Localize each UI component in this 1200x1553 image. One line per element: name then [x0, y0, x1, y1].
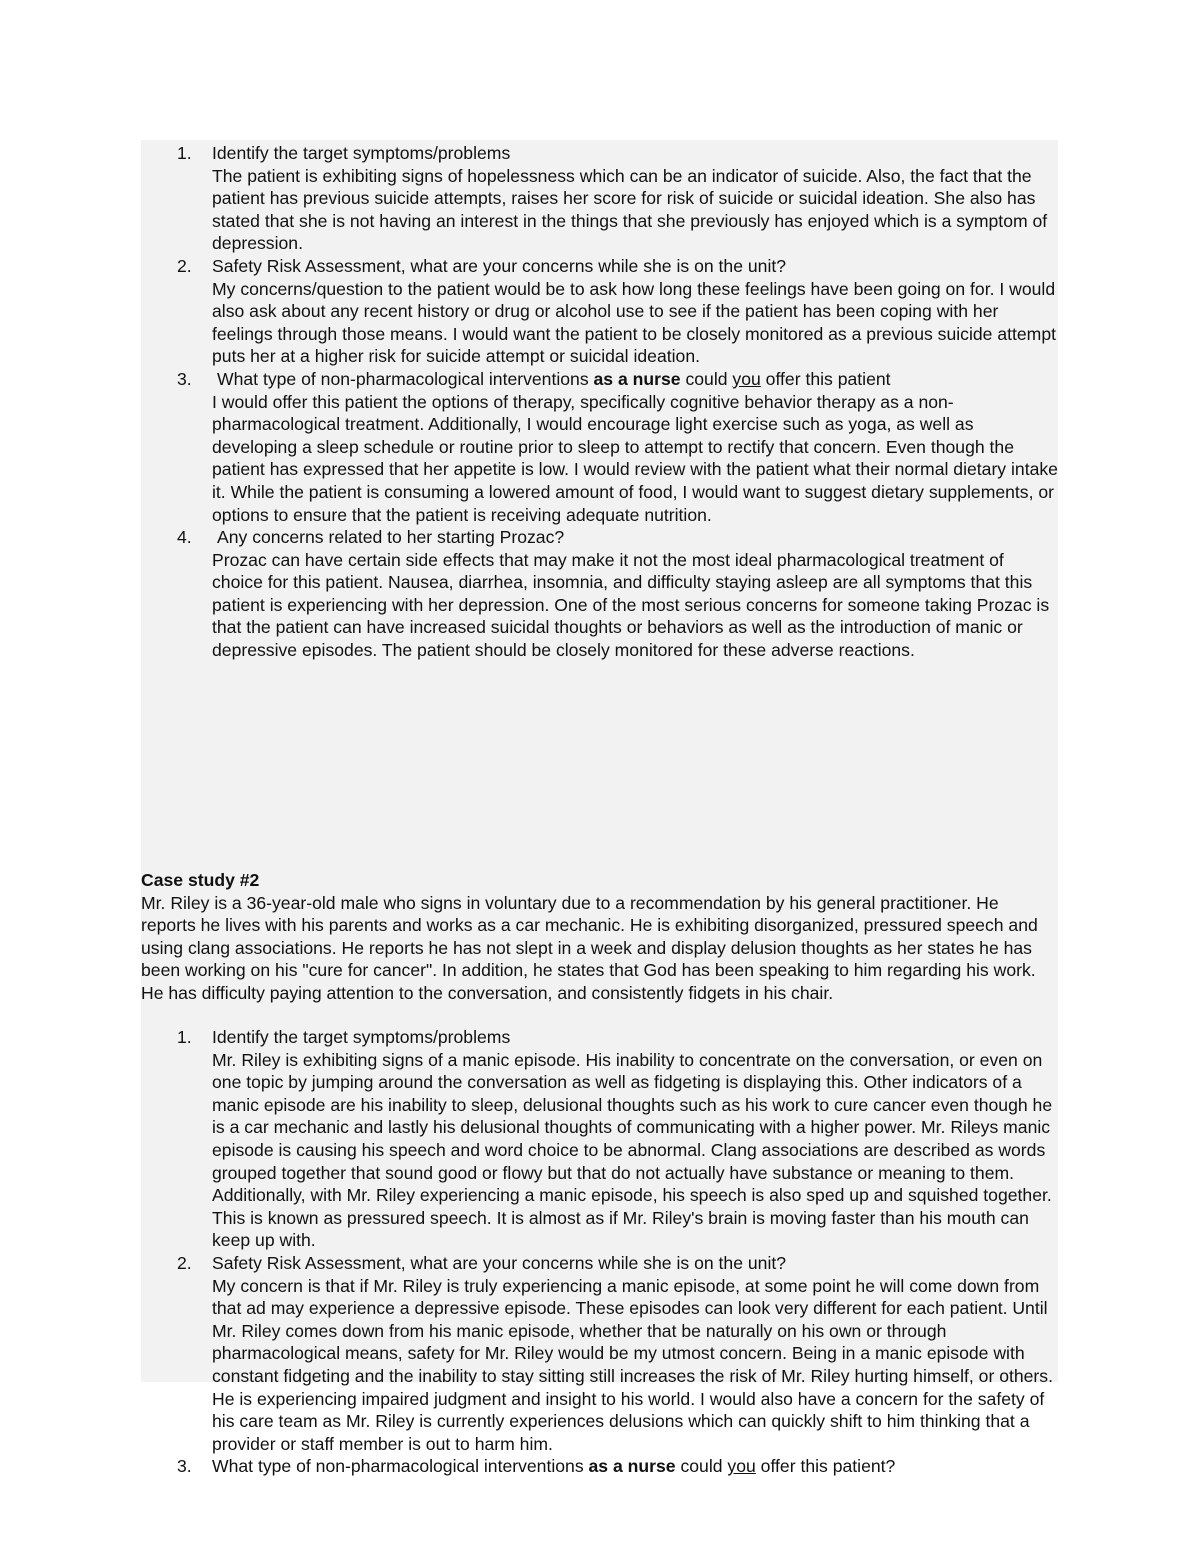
- answer-text: Prozac can have certain side effects that may make it not the most ideal pharmacological treatment of choice for this patient. Nausea, diarrhea, insomnia, and difficulty staying asleep are all symptoms that this patient is experiencing with her depression. One of the most serious concerns for someone taking Prozac is that the patient can have increased suicidal thoughts or behaviors as well as the introduction of manic or depressive episodes. The patient should be closely monitored for these adverse reactions.: [212, 549, 1050, 661]
- answer-text: My concern is that if Mr. Riley is truly experiencing a manic episode, at some point he will come down from that ad may experience a depressive episode. These episodes can look very different for each patient. Until Mr. Riley comes down from his manic episode, whether that be naturally on his own or through pharmacological means, safety for Mr. Riley would be my utmost concern. Being in a manic episode with constant fidgeting and the inability to stay sitting still increases the risk of Mr. Riley hurting himself, or others. He is experiencing impaired judgment and insight to his world. I would also have a concern for the safety of his care team as Mr. Riley is currently experiences delusions which can quickly shift to him thinking that a provider or staff member is out to harm him.: [212, 1275, 1053, 1454]
- list-number: 3.: [177, 368, 192, 389]
- document-page: [141, 140, 1058, 1477]
- list-item: [141, 526, 1058, 662]
- case-study-description: Mr. Riley is a 36-year-old male who signs in voluntary due to a recommendation by his general practitioner. He reports he lives with his parents and works as a car mechanic. He is exhibiting disorganized, pressured speech and using clang associations. He reports he has not slept in a week and display delusion thoughts as her states he has been working on his "cure for cancer". In addition, he states that God has been speaking to him regarding his work. He has difficulty paying attention to the conversation, and consistently fidgets in his chair.: [141, 892, 1038, 1003]
- question-underlined-text: you: [732, 368, 761, 389]
- question-text: Safety Risk Assessment, what are your concerns while she is on the unit?: [212, 255, 787, 276]
- case-study-title: Case study #2: [141, 870, 260, 890]
- question-bold-text: as a nurse: [588, 1456, 676, 1477]
- list-item: [141, 1252, 1058, 1455]
- list-number: 3.: [177, 1456, 192, 1477]
- question-text: Identify the target symptoms/problems: [212, 143, 511, 163]
- case-study-2: [141, 869, 1058, 1005]
- question-text: [212, 1455, 1058, 1478]
- case2-question-list: [141, 1026, 1058, 1478]
- list-item: [141, 1455, 1058, 1478]
- question-bold-text: as a nurse: [593, 368, 681, 389]
- list-item: [141, 1026, 1058, 1252]
- list-item: [141, 368, 1058, 526]
- list-number: 4.: [177, 527, 192, 548]
- question-text: Identify the target symptoms/problems: [212, 1027, 511, 1047]
- answer-text: My concerns/question to the patient would be to ask how long these feelings have been going on for. I would also ask about any recent history or drug or alcohol use to see if the patient has been coping with her feelings through those means. I would want the patient to be closely monitored as a previous suicide attempt puts her at a higher risk for suicide attempt or suicidal ideation.: [212, 278, 1057, 367]
- case1-question-list: [141, 142, 1058, 662]
- list-number: 1.: [177, 1027, 192, 1047]
- question-text-part: What type of non-pharmacological interventions: [212, 1456, 589, 1477]
- question-text-part: offer this patient: [760, 368, 891, 389]
- question-text-part: What type of non-pharmacological interventions: [217, 368, 594, 389]
- question-text: Safety Risk Assessment, what are your concerns while she is on the unit?: [212, 1252, 787, 1273]
- question-text: [212, 368, 1058, 391]
- question-text-part: could: [675, 1456, 728, 1477]
- list-item: [141, 142, 1058, 255]
- answer-text: Mr. Riley is exhibiting signs of a manic episode. His inability to concentrate on the conversation, or even on one topic by jumping around the conversation as well as fidgeting is displaying this. Other indicators of a manic episode are his inability to sleep, delusional thoughts such as his work to cure cancer even though he is a car mechanic and lastly his delusional thoughts of communicating with a higher power. Mr. Rileys manic episode is causing his speech and word choice to be abnormal. Clang associations are described as words grouped together that sound good or flowy but that do not actually have substance or meaning to them. Additionally, with Mr. Riley experiencing a manic episode, his speech is also sped up and squished together. This is known as pressured speech. It is almost as if Mr. Riley's brain is moving faster than his mouth can keep up with.: [212, 1049, 1053, 1251]
- list-number: 1.: [177, 143, 192, 163]
- list-number: 2.: [177, 255, 192, 276]
- answer-text: I would offer this patient the options of therapy, specifically cognitive behavior therapy as a non-pharmacological treatment. Additionally, I would encourage light exercise such as yoga, as well as developing a sleep schedule or routine prior to sleep to attempt to rectify that concern. Even though the patient has expressed that her appetite is low. I would review with the patient what their normal dietary intake it. While the patient is consuming a lowered amount of food, I would want to suggest dietary supplements, or options to ensure that the patient is receiving adequate nutrition.: [212, 391, 1058, 525]
- question-text: Any concerns related to her starting Prozac?: [217, 527, 565, 548]
- answer-text: The patient is exhibiting signs of hopelessness which can be an indicator of suicide. Also, the fact that the patient has previous suicide attempts, raises her score for risk of suicide or suicidal ideation. She also has stated that she is not having an interest in the things that she previously has enjoyed which is a symptom of depression.: [212, 165, 1048, 254]
- list-item: [141, 255, 1058, 368]
- list-number: 2.: [177, 1252, 192, 1273]
- question-underlined-text: you: [727, 1456, 756, 1477]
- question-text-part: offer this patient?: [755, 1456, 896, 1477]
- question-text-part: could: [680, 368, 733, 389]
